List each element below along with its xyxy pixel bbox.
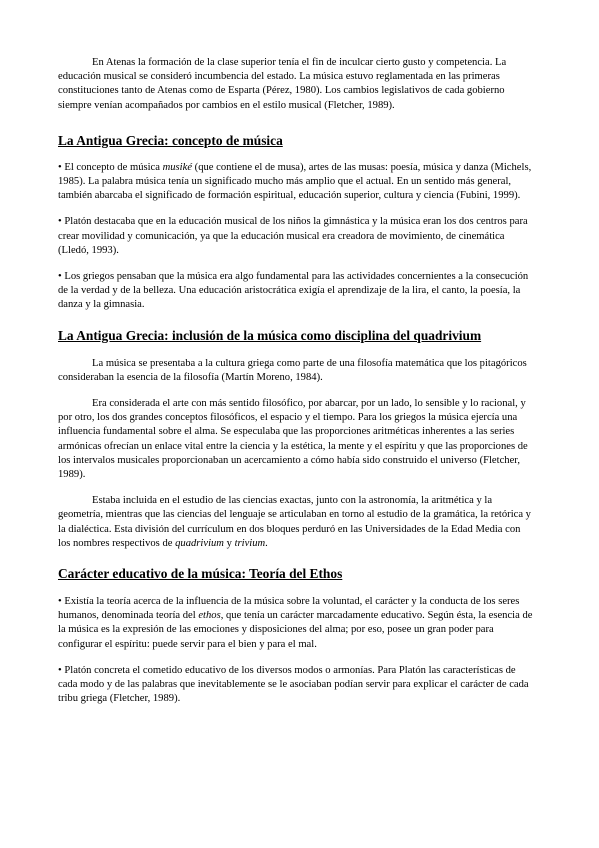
bullet-paragraph xyxy=(58,161,535,204)
text-run: . xyxy=(265,537,268,549)
text-run: • El concepto de música xyxy=(58,161,163,173)
italic-term: trivium xyxy=(234,537,266,549)
section-heading-quadrivium: La Antigua Grecia: inclusión de la música como disciplina del quadrivium xyxy=(58,327,482,343)
text-run: (que contiene el de musa), artes de las musas: poesía, música y danza (Michels, 1985). La palabra música tenía un significado mucho más amplio que el actual. En un sentido más general, también abarcaba el significado de formación espiritual, educación superior, cultura y ciencia (Fubini, 1999). xyxy=(58,161,532,202)
text-run: Estaba incluida en el estudio de las ciencias exactas, junto con la astronomía, la aritmética y la geometría, mientras que las ciencias del lenguaje se articulaban en torno al estudio de la gramática, la retórica y la dialéctica. Esta división del currículum en dos bloques perduró en las Universidades de la Edad Media con los nombres respectivos de xyxy=(58,495,531,549)
bullet-paragraph: • Platón concreta el cometido educativo de los diversos modos o armonías. Para Platón las características de cada modo y de las palabras que inevitablemente se le asociaban podían servir para explicar el carácter de cada tribu griega (Fletcher, 1989). xyxy=(58,664,529,705)
body-paragraph: Era considerada el arte con más sentido filosófico, por abarcar, por un lado, lo sensible y lo racional, y por otro, los dos grandes conceptos filosóficos, el espacio y el tiempo. Para los griegos la música ejercía una influencia fundamental sobre el alma. Se especulaba que las proporciones aritméticas inherentes a las series armónicas ofrecían un enlace vital entre la ciencia y la estética, la mente y el espíritu y que las proporciones de los intervalos musicales proporcionaban un acercamiento a cómo había sido construido el universo (Fletcher, 1989). xyxy=(58,398,528,481)
italic-term: quadrivium xyxy=(175,537,224,549)
text-run: , que tenía un carácter marcadamente educativo. Según ésta, la esencia de la música es la expresión de las emociones y disposiciones del alma; por eso, posee un gran poder para configurar el espíritu: puede servir para el bien y para el mal. xyxy=(58,610,533,650)
italic-term: ethos xyxy=(198,610,221,622)
bullet-paragraph: • Platón destacaba que en la educación musical de los niños la gimnástica y la música eran los dos centros para crear movilidad y comunicación, ya que la educación musical era creadora de movimiento, de cinemática (Lledó, 1993). xyxy=(58,216,528,256)
italic-term: musiké xyxy=(162,161,193,173)
body-paragraph: La música se presentaba a la cultura griega como parte de una filosofía matemática que los pitagóricos consideraban la esencia de la filosofía (Martín Moreno, 1984). xyxy=(58,357,527,383)
bullet-paragraph: • Los griegos pensaban que la música era algo fundamental para las actividades concernientes a la consecución de la verdad y de la belleza. Una educación aristocrática exigía el aprendizaje de la lira, el canto, la poesía, la danza y la gimnasia. xyxy=(58,271,529,311)
text-run: • Existía la teoría acerca de la influencia de la música sobre la voluntad, el carácter y la conducta de los seres humanos, denominada teoría del xyxy=(58,596,520,622)
bullet-paragraph xyxy=(58,595,535,652)
section-heading-ethos: Carácter educativo de la música: Teoría del Ethos xyxy=(58,566,343,582)
body-paragraph xyxy=(58,494,535,551)
intro-paragraph: En Atenas la formación de la clase superior tenía el fin de inculcar cierto gusto y competencia. La educación musical se consideró incumbencia del estado. La música estuvo reglamentada en las primeras constituciones tanto de Atenas como de Esparta (Pérez, 1980). Los cambios legislativos de cada gobierno siempre venían acompañados por cambios en el estilo musical (Fletcher, 1989). xyxy=(58,57,507,111)
text-run: y xyxy=(223,537,235,549)
section-heading-concept: La Antigua Grecia: concepto de música xyxy=(58,132,283,148)
